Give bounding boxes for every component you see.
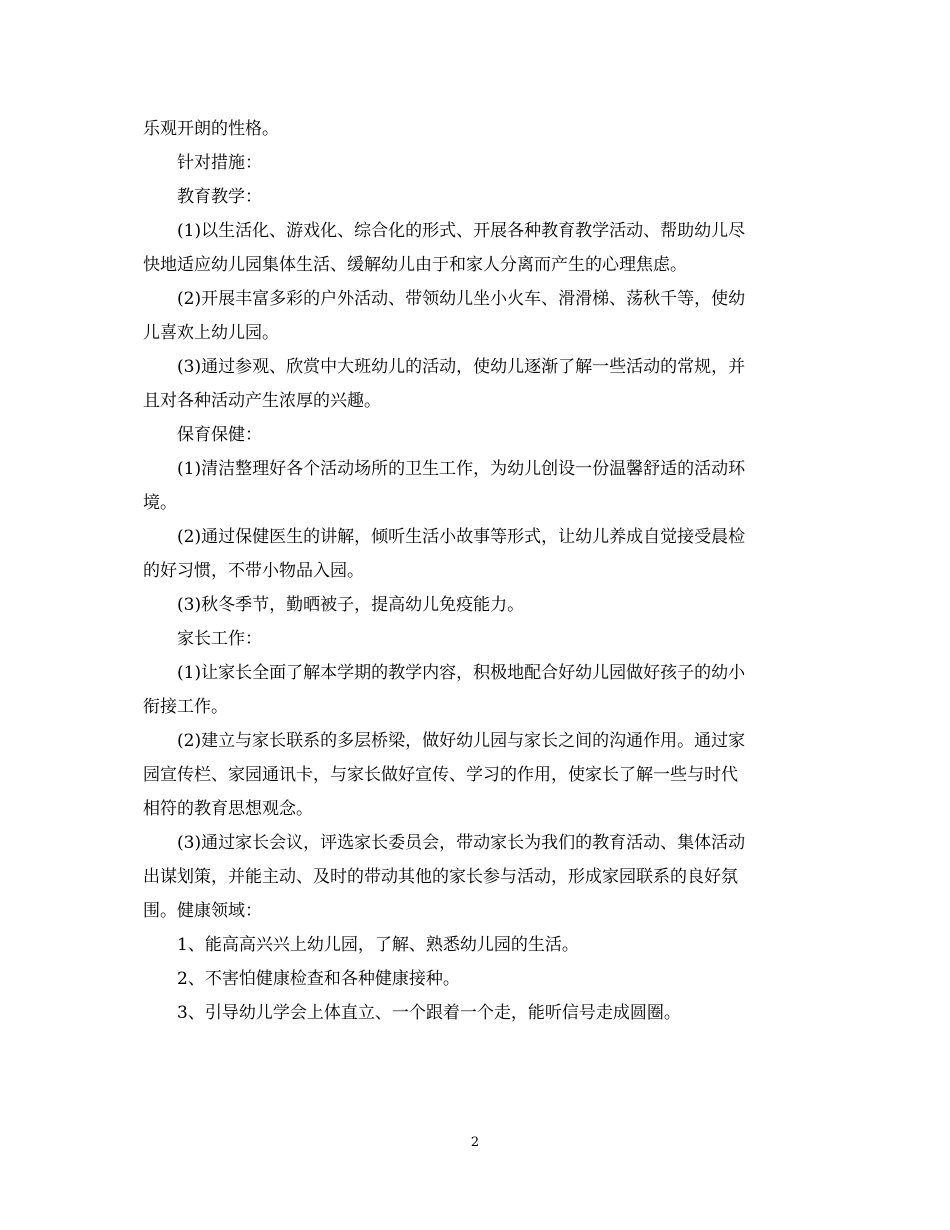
text-line: (3)通过家长会议，评选家长委员会，带动家长为我们的教育活动、集体活动: [177, 833, 746, 853]
text-line: (2)开展丰富多彩的户外活动、带领幼儿坐小火车、滑滑梯、荡秋千等，使幼: [177, 289, 746, 309]
list-item: 3、引导幼儿学会上体直立、一个跟着一个走，能听信号走成圆圈。: [177, 1003, 681, 1023]
text-line: 园宣传栏、家园通讯卡，与家长做好宣传、学习的作用，使家长了解一些与时代: [143, 765, 738, 785]
text-line: 出谋划策，并能主动、及时的带动其他的家长参与活动，形成家园联系的良好氛: [143, 867, 738, 887]
text-line: 乐观开朗的性格。: [143, 119, 279, 139]
text-line: 境。: [143, 493, 177, 513]
text-line: 且对各种活动产生浓厚的兴趣。: [143, 391, 381, 411]
text-line: (2)建立与家长联系的多层桥梁，做好幼儿园与家长之间的沟通作用。通过家: [177, 731, 746, 751]
text-line: (3)秋冬季节，勤晒被子，提高幼儿免疫能力。: [177, 595, 525, 615]
text-line: 衔接工作。: [143, 697, 228, 717]
text-line: 儿喜欢上幼儿园。: [143, 323, 279, 343]
text-line: 快地适应幼儿园集体生活、缓解幼儿由于和家人分离而产生的心理焦虑。: [143, 255, 687, 275]
text-line: (2)通过保健医生的讲解，倾听生活小故事等形式，让幼儿养成自觉接受晨检: [177, 527, 746, 547]
text-line: (3)通过参观、欣赏中大班幼儿的活动，使幼儿逐渐了解一些活动的常规，并: [177, 357, 746, 377]
text-line: 的好习惯，不带小物品入园。: [143, 561, 364, 581]
text-line: (1)清洁整理好各个活动场所的卫生工作，为幼儿创设一份温馨舒适的活动环: [177, 459, 746, 479]
section-heading: 保育保健：: [177, 425, 262, 445]
text-line: (1)以生活化、游戏化、综合化的形式、开展各种教育教学活动、帮助幼儿尽: [177, 221, 746, 241]
text-line: 针对措施：: [177, 153, 262, 173]
list-item: 1、能高高兴兴上幼儿园，了解、熟悉幼儿园的生活。: [177, 935, 579, 955]
text-line: (1)让家长全面了解本学期的教学内容，积极地配合好幼儿园做好孩子的幼小: [177, 663, 746, 683]
section-heading: 教育教学：: [177, 187, 262, 207]
body-text: [143, 112, 813, 1030]
page-number: 2: [470, 1135, 480, 1150]
text-line: 围。健康领域：: [143, 901, 262, 921]
text-line: 相符的教育思想观念。: [143, 799, 313, 819]
list-item: 2、不害怕健康检查和各种健康接种。: [177, 969, 460, 989]
section-heading: 家长工作：: [177, 629, 262, 649]
